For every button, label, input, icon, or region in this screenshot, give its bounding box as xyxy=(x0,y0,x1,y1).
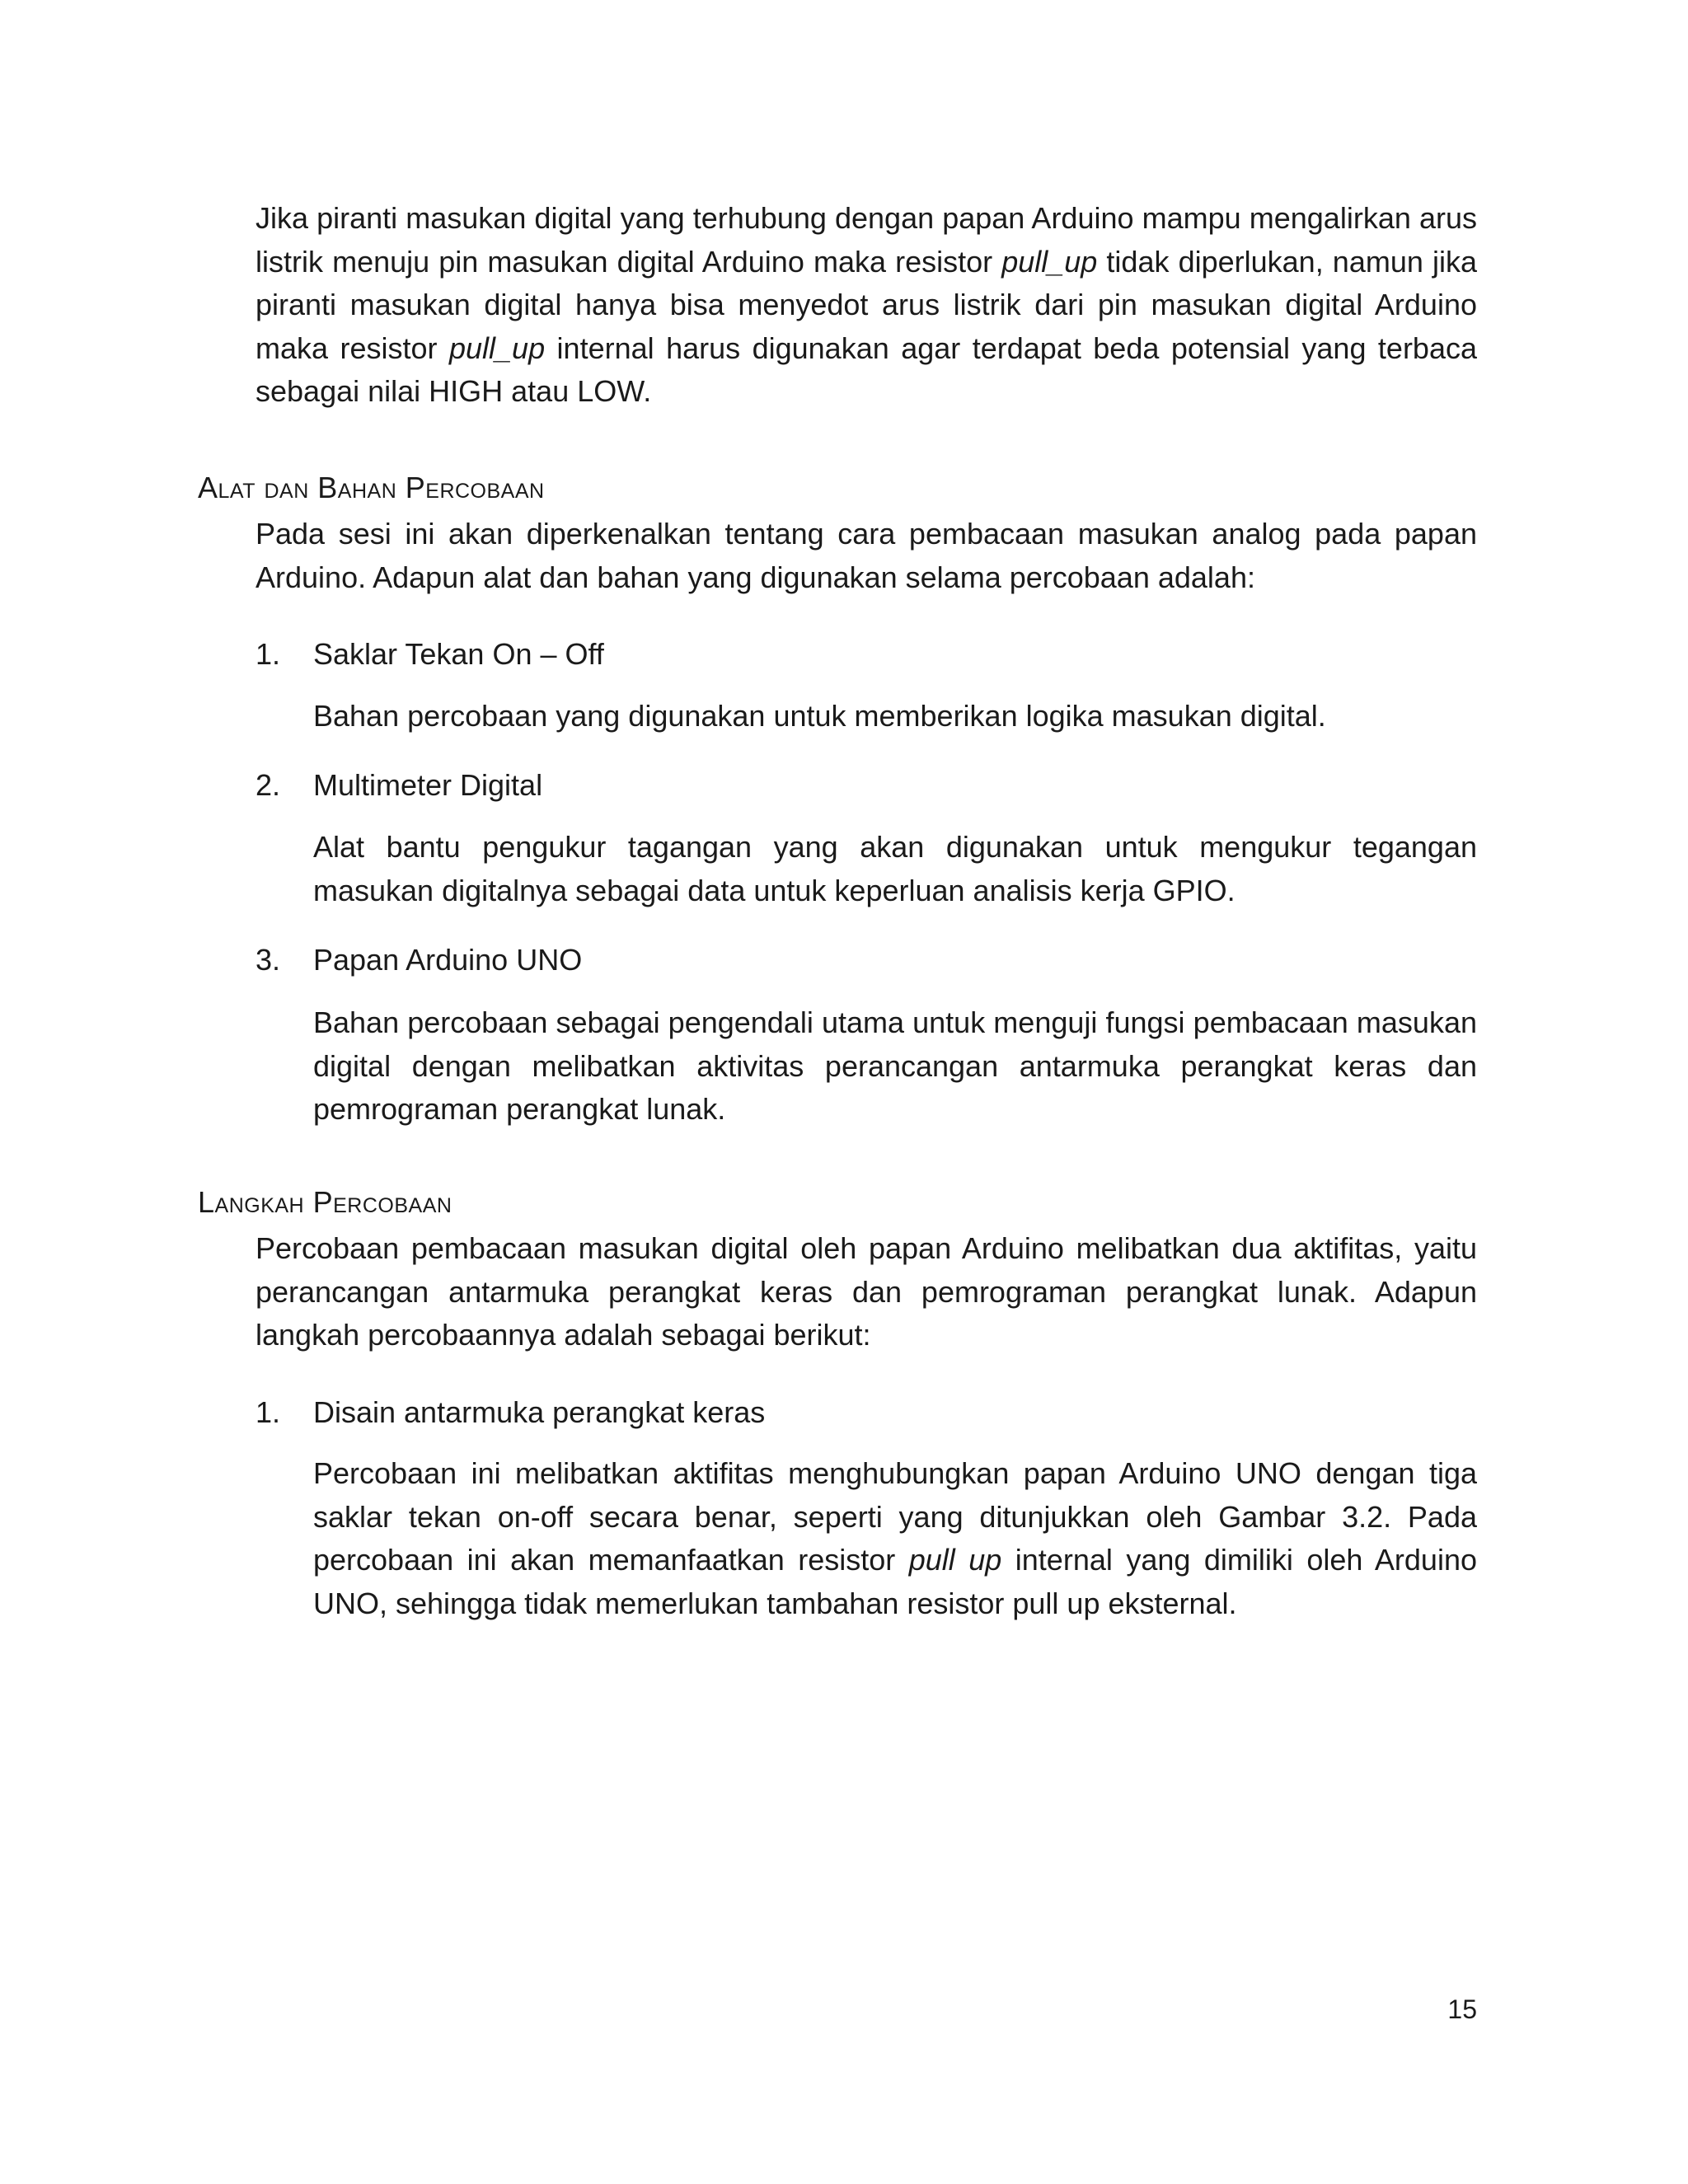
intro-italic-pullup-2: pull_up xyxy=(448,330,546,365)
section-heading-steps: Langkah Percobaan xyxy=(198,1185,452,1219)
step-desc-italic-pullup: pull up xyxy=(908,1543,1002,1577)
steps-list-item-1 xyxy=(256,1394,765,1431)
tools-list-item-1 xyxy=(256,636,604,673)
step-desc-text-2: internal yang dimiliki oleh Arduino UNO, sehingga tidak memerlukan tambahan resistor pull up eksternal. xyxy=(313,1543,1477,1620)
intro-text-2: tidak diperlukan, namun jika piranti masukan digital hanya bisa menyedot arus listrik dari pin masukan digital Arduino maka resistor xyxy=(256,244,1477,365)
tools-intro-paragraph: Pada sesi ini akan diperkenalkan tentang cara pembacaan masukan analog pada papan Arduino. Adapun alat dan bahan yang digunakan selama percobaan adalah: xyxy=(256,517,1477,594)
tools-item-3-description: Bahan percobaan sebagai pengendali utama untuk menguji fungsi pembacaan masukan digital dengan melibatkan aktivitas perancangan antarmuka perangkat keras dan pemrograman perangkat lunak. xyxy=(313,1005,1477,1126)
intro-text-1: Jika piranti masukan digital yang terhubung dengan papan Arduino mampu mengalirkan arus listrik menuju pin masukan digital Arduino maka resistor xyxy=(256,201,1477,279)
tools-item-1-description: Bahan percobaan yang digunakan untuk memberikan logika masukan digital. xyxy=(313,699,1326,733)
list-item-title: Disain antarmuka perangkat keras xyxy=(313,1395,766,1429)
tools-item-2-description: Alat bantu pengukur tagangan yang akan digunakan untuk mengukur tegangan masukan digitalnya sebagai data untuk keperluan analisis kerja GPIO. xyxy=(313,830,1477,907)
list-number: 2. xyxy=(256,768,281,802)
steps-item-1-description xyxy=(313,1452,1477,1625)
intro-italic-pullup-1: pull_up xyxy=(1001,244,1098,279)
list-item-title: Saklar Tekan On – Off xyxy=(313,637,604,671)
intro-text-3: internal harus digunakan agar terdapat beda potensial yang terbaca sebagai nilai HIGH atau LOW. xyxy=(256,330,1477,408)
list-item-title: Papan Arduino UNO xyxy=(313,943,583,977)
intro-paragraph xyxy=(256,197,1477,414)
list-number: 3. xyxy=(256,943,281,977)
section-heading-tools: Alat dan Bahan Percobaan xyxy=(198,471,545,504)
list-number: 1. xyxy=(256,1395,281,1429)
tools-list-item-2 xyxy=(256,767,542,804)
page-number: 15 xyxy=(1447,1994,1477,2024)
step-desc-text-1: Percobaan ini melibatkan aktifitas menghubungkan papan Arduino UNO dengan tiga saklar tekan on-off secara benar, seperti yang ditunjukkan oleh Gambar 3.2. Pada percobaan ini akan memanfaatkan resistor xyxy=(313,1456,1477,1577)
list-item-title: Multimeter Digital xyxy=(313,768,543,802)
tools-list-item-3 xyxy=(256,942,582,978)
steps-intro-paragraph: Percobaan pembacaan masukan digital oleh papan Arduino melibatkan dua aktifitas, yaitu perancangan antarmuka perangkat keras dan pemrograman perangkat lunak. Adapun langkah percobaannya adalah sebagai berikut: xyxy=(256,1231,1477,1352)
list-number: 1. xyxy=(256,637,281,671)
